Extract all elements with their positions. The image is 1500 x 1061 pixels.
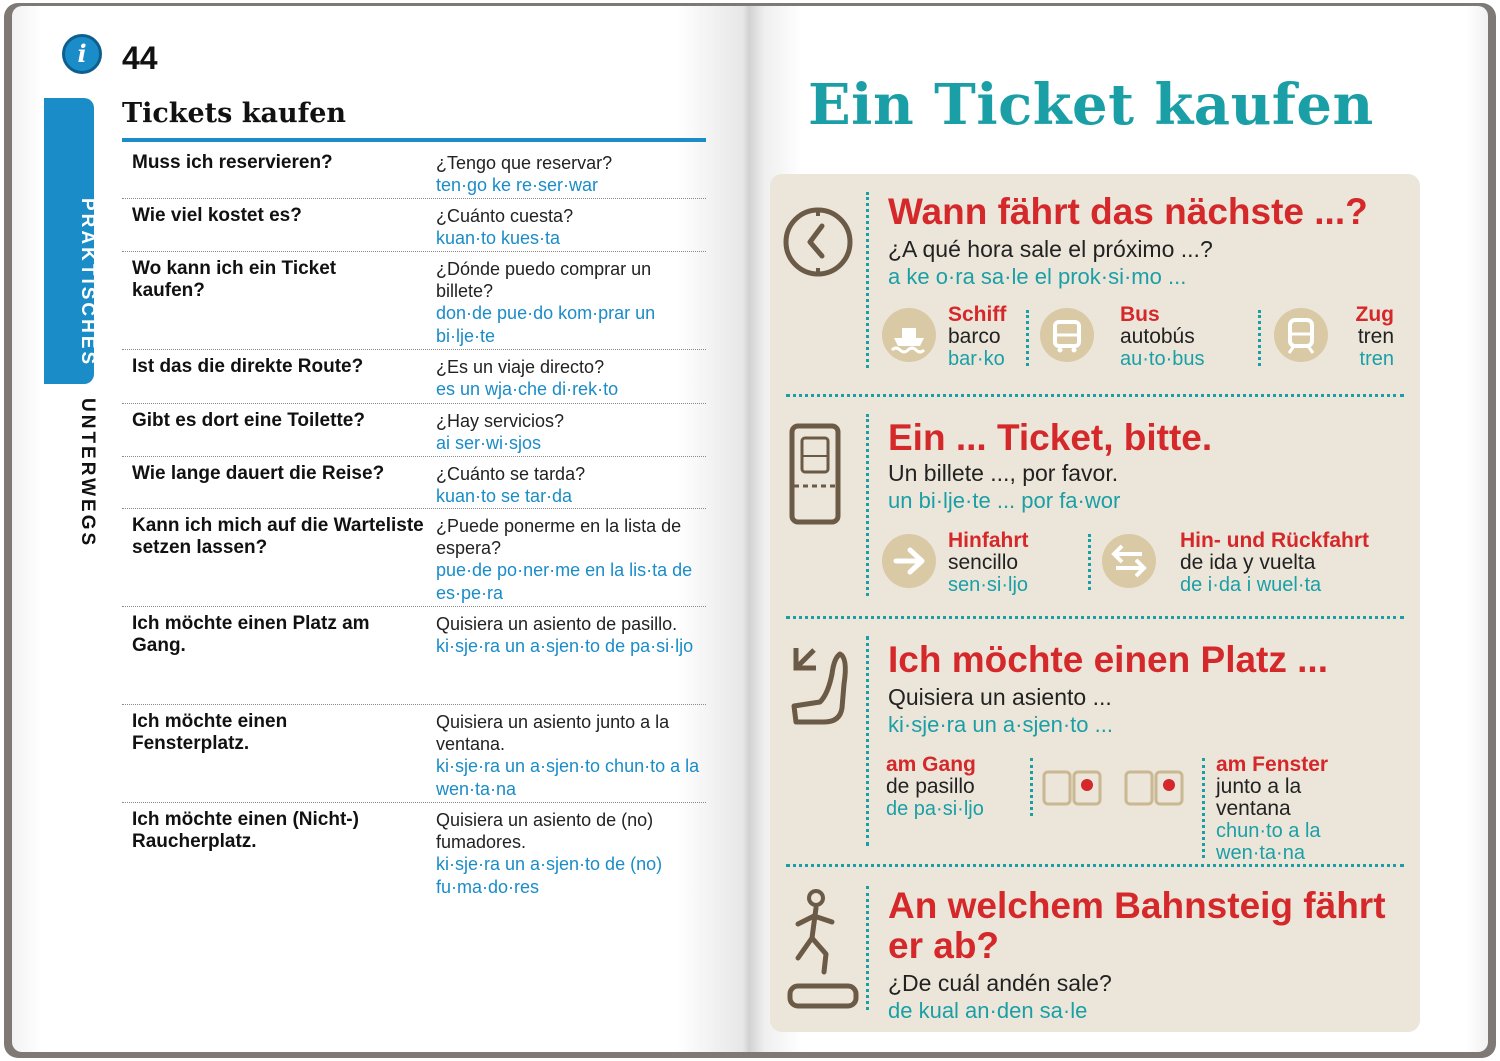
phrase-pronunciation: kuan·to se tar·da	[436, 486, 573, 506]
section-spanish: Quisiera un asiento ...	[888, 684, 1112, 710]
phrase-row	[122, 705, 706, 803]
phrase-row	[122, 607, 706, 705]
option-german: am Gang	[886, 753, 976, 776]
phrase-pronunciation: es un wja·che di·rek·to	[436, 379, 619, 399]
divider	[786, 394, 1404, 397]
option-pronunciation: bar·ko	[948, 348, 1005, 370]
section-title: Tickets kaufen	[122, 98, 347, 129]
option-spanish: barco	[948, 325, 1001, 348]
phrase-row	[122, 146, 706, 199]
phrase-german: Wo kann ich ein Ticket kaufen?	[132, 258, 337, 301]
section-heading: Wann fährt das nächste ...?	[888, 191, 1368, 232]
option-german: Schiff	[948, 303, 1007, 326]
option-pronunciation: sen·si·ljo	[948, 574, 1029, 596]
phrase-german: Ich möchte einen (Nicht-) Raucherplatz.	[132, 809, 359, 852]
option-german: Bus	[1120, 303, 1160, 326]
right-page	[750, 6, 1488, 1052]
option-spanish: de ida y vuelta	[1180, 551, 1316, 574]
side-label-unterwegs: UNTERWEGS	[77, 398, 98, 549]
aisle-seat-icon	[1042, 770, 1102, 806]
section-pronunciation: ki·sje·ra un a·sjen·to ...	[888, 712, 1113, 737]
clock-icon	[782, 196, 856, 286]
phrase-german: Wie lange dauert die Reise?	[132, 463, 385, 484]
phrase-spanish: ¿Es un viaje directo?	[436, 357, 605, 377]
phrase-german: Kann ich mich auf die Warteliste setzen lassen?	[132, 515, 424, 558]
option-pronunciation: chun·to a la wen·ta·na	[1216, 820, 1321, 864]
window-seat-icon	[1124, 770, 1184, 806]
return-arrows-icon	[1102, 534, 1156, 588]
section-pronunciation: a ke o·ra sa·le el prok·si·mo ...	[888, 264, 1187, 289]
phrase-spanish: ¿Tengo que reservar?	[436, 153, 613, 173]
phrase-row	[122, 350, 706, 404]
divider	[1258, 310, 1261, 366]
phrase-panel	[770, 174, 1420, 1032]
option-aisle	[886, 754, 984, 820]
ship-icon	[882, 308, 936, 362]
phrase-spanish: ¿Cuánto se tarda?	[436, 464, 586, 484]
phrase-pronunciation: don·de pue·do kom·prar un bi·lje·te	[436, 303, 656, 346]
phrase-row	[122, 509, 706, 607]
section-spanish: ¿A qué hora sale el próximo ...?	[888, 236, 1213, 262]
ticket-icon	[784, 422, 846, 526]
left-page	[12, 6, 750, 1052]
option-train	[1352, 304, 1394, 370]
divider	[1026, 310, 1029, 366]
running-person-icon	[786, 888, 862, 1014]
side-tab-label: PRAKTISCHES	[77, 198, 98, 368]
option-pronunciation: tren	[1359, 348, 1394, 370]
option-german: Zug	[1355, 303, 1394, 326]
section-pronunciation: de kual an·den sa·le	[888, 998, 1088, 1023]
title-rule	[122, 138, 706, 142]
phrase-row	[122, 404, 706, 457]
phrase-pronunciation: kuan·to kues·ta	[436, 228, 561, 248]
option-window	[1216, 754, 1366, 864]
page-number: 44	[122, 40, 158, 76]
divider	[1030, 758, 1033, 816]
phrase-spanish: Quisiera un asiento de pasillo.	[436, 614, 678, 634]
phrase-german: Gibt es dort eine Toilette?	[132, 410, 365, 431]
phrase-spanish: Quisiera un asiento junto a la ventana.	[436, 712, 670, 754]
phrase-spanish: ¿Dónde puedo comprar un billete?	[436, 259, 652, 301]
divider	[866, 886, 869, 1010]
phrase-pronunciation: ki·sje·ra un a·sjen·to chun·to a la wen·ta·na	[436, 756, 700, 799]
option-german: Hin- und Rückfahrt	[1180, 529, 1369, 552]
option-spanish: de pasillo	[886, 775, 975, 798]
bus-icon	[1040, 308, 1094, 362]
phrase-pronunciation: ai ser·wi·sjos	[436, 433, 542, 453]
phrase-spanish: ¿Hay servicios?	[436, 411, 565, 431]
phrase-pronunciation: ki·sje·ra un a·sjen·to de pa·si·ljo	[436, 636, 694, 656]
phrase-german: Ist das die direkte Route?	[132, 356, 364, 377]
info-icon: i	[62, 34, 102, 74]
phrase-german: Muss ich reservieren?	[132, 152, 333, 173]
option-bus	[1120, 304, 1205, 370]
section-spanish: Un billete ..., por favor.	[888, 460, 1119, 486]
phrase-german: Wie viel kostet es?	[132, 205, 302, 226]
option-spanish: sencillo	[948, 551, 1019, 574]
phrase-row	[122, 457, 706, 509]
page-title: Ein Ticket kaufen	[808, 72, 1374, 138]
phrase-row	[122, 803, 706, 901]
section-pronunciation: un bi·lje·te ... por fa·wor	[888, 488, 1121, 513]
arrow-right-icon	[882, 534, 936, 588]
phrase-table	[122, 146, 706, 901]
option-pronunciation: de pa·si·ljo	[886, 798, 984, 820]
option-spanish: autobús	[1120, 325, 1195, 348]
option-german: am Fenster	[1216, 753, 1329, 776]
phrase-german: Ich möchte einen Platz am Gang.	[132, 613, 370, 656]
option-one-way	[948, 530, 1029, 596]
phrase-row	[122, 199, 706, 252]
option-pronunciation: au·to·bus	[1120, 348, 1205, 370]
phrase-spanish: Quisiera un asiento de (no) fumadores.	[436, 810, 654, 852]
phrase-spanish: ¿Puede ponerme en la lista de espera?	[436, 516, 682, 558]
option-ship	[948, 304, 1006, 370]
option-pronunciation: de i·da i wuel·ta	[1180, 574, 1322, 596]
option-spanish: junto a la ventana	[1216, 775, 1302, 820]
divider	[866, 192, 869, 368]
option-spanish: tren	[1357, 325, 1394, 348]
section-heading: Ich möchte einen Platz ...	[888, 639, 1328, 680]
divider	[866, 414, 869, 596]
divider	[1088, 534, 1091, 590]
divider	[786, 616, 1404, 619]
option-german: Hinfahrt	[948, 529, 1029, 552]
divider	[786, 864, 1404, 867]
phrase-pronunciation: pue·de po·ner·me en la lis·ta de es·pe·ra	[436, 560, 693, 603]
train-icon	[1274, 308, 1328, 362]
phrase-spanish: ¿Cuánto cuesta?	[436, 206, 574, 226]
divider	[1202, 758, 1205, 858]
section-spanish: ¿De cuál andén sale?	[888, 970, 1112, 996]
seat-icon	[784, 644, 856, 728]
phrase-german: Ich möchte einen Fensterplatz.	[132, 711, 288, 754]
divider	[866, 636, 869, 846]
section-heading: Ein ... Ticket, bitte.	[888, 417, 1213, 458]
section-heading: An welchem Bahnsteig fährt er ab?	[888, 885, 1386, 966]
phrase-pronunciation: ki·sje·ra un a·sjen·to de (no) fu·ma·do·res	[436, 854, 663, 897]
phrase-row	[122, 252, 706, 350]
option-return	[1180, 530, 1369, 596]
phrase-pronunciation: ten·go ke re·ser·war	[436, 175, 599, 195]
